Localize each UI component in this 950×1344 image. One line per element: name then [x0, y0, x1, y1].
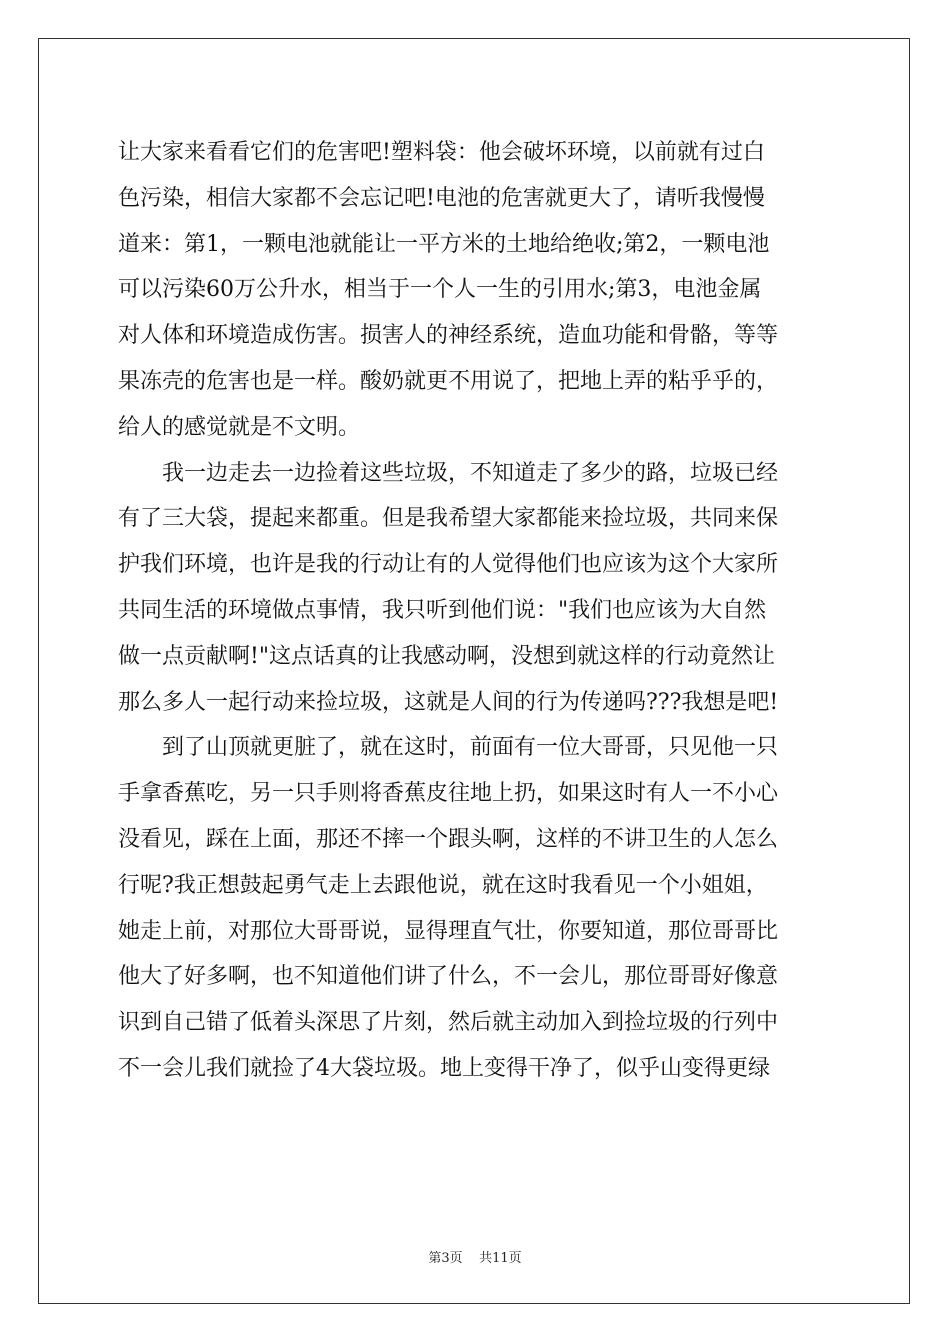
- page-total: 共11页: [479, 1251, 522, 1266]
- text-line: 到了山顶就更脏了，就在这时，前面有一位大哥哥，只见他一只: [118, 735, 779, 761]
- text-line: 共同生活的环境做点事情，我只听到他们说："我们也应该为大自然: [118, 597, 767, 623]
- text-line: 那么多人一起行动来捡垃圾，这就是人间的行为传递吗???我想是吧!: [118, 689, 779, 715]
- text-line: 道来：第1，一颗电池就能让一平方米的土地给绝收;第2，一颗电池: [118, 231, 770, 257]
- text-line: 手拿香蕉吃，另一只手则将香蕉皮往地上扔，如果这时有人一不小心: [118, 781, 779, 807]
- text-line: 对人体和环境造成伤害。损害人的神经系统，造血功能和骨骼，等等: [118, 323, 779, 349]
- text-line: 给人的感觉就是不文明。: [118, 414, 361, 440]
- text-line: 让大家来看看它们的危害吧!塑料袋：他会破坏环境，以前就有过白: [118, 140, 765, 165]
- text-line: 有了三大袋，提起来都重。但是我希望大家都能来捡垃圾，共同来保: [118, 506, 779, 532]
- document-body: [118, 130, 832, 1092]
- text-line: 没看见，踩在上面，那还不摔一个跟头啊，这样的不讲卫生的人怎么: [118, 826, 779, 852]
- text-line: 我一边走去一边捡着这些垃圾，不知道走了多少的路，垃圾已经: [118, 460, 779, 486]
- text-line: 色污染，相信大家都不会忘记吧!电池的危害就更大了，请听我慢慢: [118, 185, 765, 211]
- text-line: 护我们环境，也许是我的行动让有的人觉得他们也应该为这个大家所: [118, 552, 779, 578]
- page-footer: [0, 1247, 950, 1266]
- paragraph-2: [118, 451, 832, 726]
- text-line: 她走上前，对那位大哥哥说，显得理直气壮，你要知道，那位哥哥比: [118, 918, 779, 944]
- text-line: 可以污染60万公升水，相当于一个人一生的引用水;第3，电池金属: [118, 277, 762, 303]
- text-line: 他大了好多啊，也不知道他们讲了什么，不一会儿，那位哥哥好像意: [118, 964, 779, 990]
- text-line: 果冻壳的危害也是一样。酸奶就更不用说了，把地上弄的粘乎乎的，: [118, 368, 779, 394]
- page-number: 第3页: [428, 1251, 463, 1266]
- text-line: 行呢?我正想鼓起勇气走上去跟他说，就在这时我看见一个小姐姐，: [118, 872, 768, 898]
- text-line: 识到自己错了低着头深思了片刻，然后就主动加入到捡垃圾的行列中: [118, 1010, 779, 1036]
- text-line: 不一会儿我们就捡了4大袋垃圾。地上变得干净了，似乎山变得更绿: [118, 1055, 770, 1081]
- text-line: 做一点贡献啊!"这点话真的让我感动啊，没想到就这样的行动竟然让: [118, 643, 775, 669]
- paragraph-1: [118, 130, 832, 451]
- paragraph-3: [118, 725, 832, 1091]
